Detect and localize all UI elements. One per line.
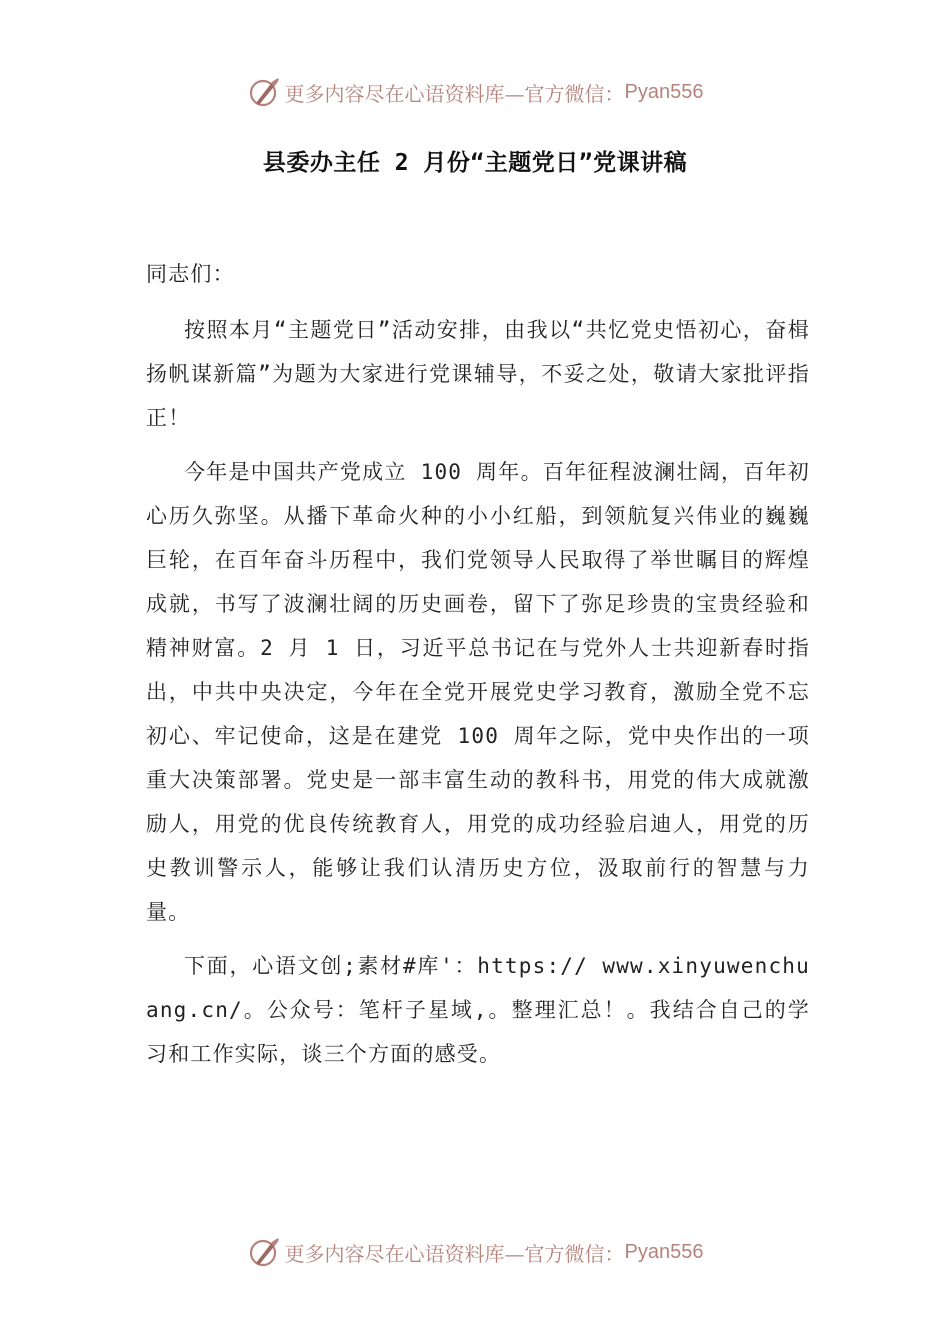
quill-seal-icon xyxy=(247,1235,281,1269)
header-banner xyxy=(0,72,950,112)
document-body xyxy=(146,252,810,1086)
header-wechat-id: Pyan556 xyxy=(624,80,704,103)
paragraph-2: 今年是中国共产党成立 100 周年。百年征程波澜壮阔，百年初心历久弥坚。从播下革命火种的小小红船，到领航复兴伟业的巍巍巨轮，在百年奋斗历程中，我们党领导人民取得了举世瞩目的辉煌成就，书写了波澜壮阔的历史画卷，留下了弥足珍贵的宝贵经验和精神财富。2 月 1 日，习近平总书记在与党外人士共迎新春时指出，中共中央决定，今年在全党开展党史学习教育，激励全党不忘初心、牢记使命，这是在建党 100 周年之际，党中央作出的一项重大决策部署。党史是一部丰富生动的教科书，用党的伟大成就激励人，用党的优良传统教育人，用党的成功经验启迪人，用党的历史教训警示人，能够让我们认清历史方位，汲取前行的智慧与力量。 xyxy=(146,460,810,924)
quill-seal-icon xyxy=(247,75,281,109)
document-title: 县委办主任 2 月份“主题党日”党课讲稿 xyxy=(262,150,688,176)
footer-banner-text: 更多内容尽在心语资料库—官方微信： xyxy=(284,1241,625,1266)
footer-banner xyxy=(0,1232,950,1272)
header-banner-text: 更多内容尽在心语资料库—官方微信： xyxy=(284,81,625,106)
footer-wechat-id: Pyan556 xyxy=(624,1240,704,1263)
paragraph-1: 按照本月“主题党日”活动安排，由我以“共忆党史悟初心，奋楫扬帆谋新篇”为题为大家进行党课辅导，不妥之处，敬请大家批评指正！ xyxy=(146,318,810,430)
paragraph-3: 下面，心语文创;素材#库'：https:// www.xinyuwenchuang.cn/。公众号：笔杆子星域,。整理汇总！。我结合自己的学习和工作实际，谈三个方面的感受。 xyxy=(146,954,810,1066)
salutation: 同志们： xyxy=(146,262,235,286)
